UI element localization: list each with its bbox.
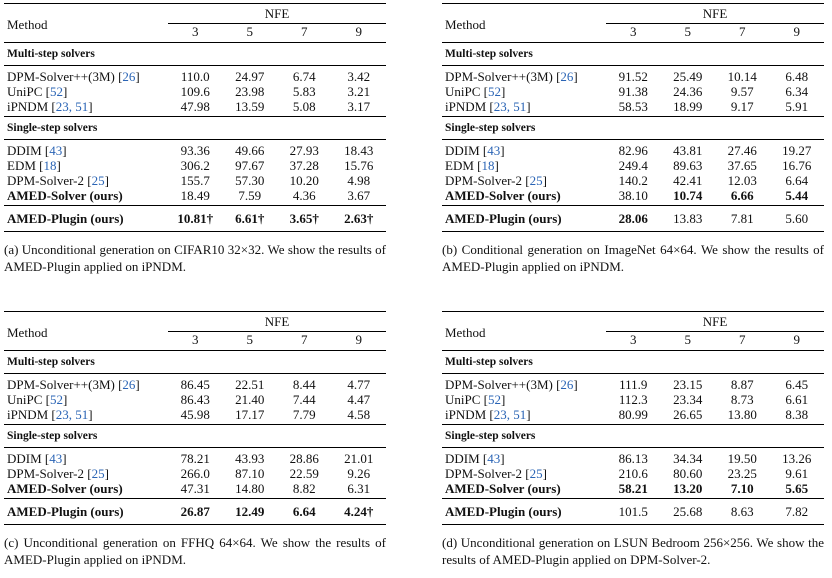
fid-value: 155.7 [180,173,210,188]
table-row [442,392,824,407]
method-header: Method [442,4,606,43]
nfe-column-header: 7 [301,332,308,347]
fid-value: 10.20 [289,173,319,188]
fid-value: 19.50 [715,448,770,467]
citation-link[interactable]: 26 [560,377,574,392]
fid-value: 3.67 [347,188,371,203]
citation-link[interactable]: 26 [122,377,136,392]
fid-value: 266.0 [180,466,210,481]
method-name [442,66,606,85]
plugin-row [442,206,824,232]
fid-value: 24.36 [673,84,703,99]
fid-value: 49.66 [223,140,278,159]
fid-value: 6.61 [785,392,809,407]
fid-value: 58.21 [618,481,648,496]
table-row [442,407,824,425]
method-label: DDIM [ [445,143,488,158]
fid-value: 42.41 [673,173,703,188]
fid-value: 306.2 [180,158,210,173]
fid-value: 110.0 [168,66,223,85]
nfe-column-header: 9 [793,332,800,347]
fid-value: 7.59 [238,188,262,203]
method-label: iPNDM [ [7,407,56,422]
citation-link[interactable]: 23, 51 [55,99,89,114]
fid-value: 15.76 [344,158,374,173]
citation-link[interactable]: 26 [560,69,574,84]
section-title-single-step: Single-step solvers [442,425,824,448]
method-name [4,374,168,393]
method-label: EDM [ [445,158,482,173]
citation-link[interactable]: 52 [487,392,501,407]
fid-value: 18.99 [673,99,703,114]
nfe-column-header: 7 [739,332,746,347]
table-row [442,448,824,467]
fid-value: 25.49 [661,66,716,85]
table-row [442,158,824,173]
fid-value: 7.10 [730,481,754,496]
table-panel-c [4,311,386,568]
fid-value: 3.21 [347,84,371,99]
citation-link[interactable]: 25 [91,466,105,481]
fid-value: 23.25 [727,466,757,481]
method-label: AMED-Solver (ours) [445,481,561,496]
fid-value: 6.74 [277,66,332,85]
citation-link[interactable]: 52 [49,392,63,407]
nfe-column-header: 7 [739,24,746,39]
citation-bracket: ] [500,84,506,99]
fid-value: 34.34 [661,448,716,467]
fid-value: 87.10 [235,466,265,481]
citation-link[interactable]: 43 [49,451,63,466]
results-table [4,311,386,525]
fid-value: 28.86 [277,448,332,467]
fid-value: 109.6 [180,84,210,99]
method-header: Method [4,4,168,43]
fid-value: 4.47 [347,392,371,407]
method-name [4,448,168,467]
fid-value: 97.67 [235,158,265,173]
fid-value: 86.43 [180,392,210,407]
table-row [4,84,386,99]
table-row [442,188,824,206]
citation-link[interactable]: 25 [529,173,543,188]
fid-value: 4.77 [332,374,387,393]
nfe-column-header: 5 [684,332,691,347]
citation-link[interactable]: 25 [91,173,105,188]
section-title-multi-step: Multi-step solvers [4,351,386,374]
fid-value: 8.82 [292,481,316,496]
table-caption: (a) Unconditional generation on CIFAR10 32×32. We show the results of AMED-Plugin applied on iPNDM. [4,242,386,274]
table-row [442,84,824,99]
fid-value: 82.96 [606,140,661,159]
method-name [4,173,168,188]
fid-value: 8.38 [785,407,809,422]
fid-value: 80.99 [618,407,648,422]
method-name: AMED-Plugin (ours) [4,206,168,232]
method-name [442,448,606,467]
fid-value: 47.98 [180,99,210,114]
fid-value: 6.34 [785,84,809,99]
method-label: DDIM [ [7,143,50,158]
citation-bracket: ] [500,392,506,407]
fid-value: 47.31 [180,481,210,496]
fid-value: 7.79 [292,407,316,422]
nfe-column-header: 7 [301,24,308,39]
fid-value: 13.20 [673,481,703,496]
plugin-row [4,499,386,525]
fid-value: 101.5 [606,499,661,525]
fid-value: 4.36 [292,188,316,203]
fid-value: 58.53 [618,99,648,114]
citation-bracket: ] [500,143,505,158]
results-table [4,3,386,232]
fid-value: 93.36 [168,140,223,159]
fid-value: 6.48 [770,66,825,85]
fid-value: 4.58 [347,407,371,422]
table-row [442,66,824,85]
fid-value: 86.13 [606,448,661,467]
fid-value: 5.91 [785,99,809,114]
method-name [442,466,606,481]
method-name [4,158,168,173]
table-row [442,374,824,393]
citation-link[interactable]: 18 [481,158,495,173]
method-label: DPM-Solver-2 [ [445,173,530,188]
fid-value: 8.44 [277,374,332,393]
citation-bracket: ] [135,377,140,392]
method-label: AMED-Solver (ours) [7,188,123,203]
method-label: UniPC [ [445,84,488,99]
table-row [4,99,386,117]
method-name [4,140,168,159]
fid-value: 17.17 [235,407,265,422]
method-label: AMED-Solver (ours) [7,481,123,496]
fid-value: 7.81 [715,206,770,232]
fid-value: 38.10 [618,188,648,203]
method-name: AMED-Plugin (ours) [442,206,606,232]
table-panel-d [442,311,824,568]
fid-value: 3.65† [277,206,332,232]
fid-value: 9.61 [785,466,809,481]
citation-bracket: ] [88,99,93,114]
section-title-multi-step: Multi-step solvers [442,351,824,374]
nfe-column-header: 9 [793,24,800,39]
citation-link[interactable]: 23, 51 [55,407,89,422]
fid-value: 19.27 [770,140,825,159]
method-name [442,481,606,499]
citation-bracket: ] [573,377,578,392]
citation-bracket: ] [542,173,547,188]
fid-value: 23.15 [661,374,716,393]
citation-bracket: ] [62,392,68,407]
citation-link[interactable]: 43 [487,143,501,158]
method-label: UniPC [ [7,392,50,407]
method-label: DPM-Solver++(3M) [ [445,69,561,84]
nfe-column-header: 3 [192,24,199,39]
section-title-single-step: Single-step solvers [4,117,386,140]
table-row [442,99,824,117]
fid-value: 9.26 [347,466,371,481]
citation-bracket: ] [500,451,505,466]
method-name [442,99,606,117]
table-row [4,158,386,173]
citation-bracket: ] [62,84,68,99]
results-table [442,311,824,525]
method-name [4,407,168,425]
fid-value: 5.83 [292,84,316,99]
method-label: DDIM [ [445,451,488,466]
nfe-header: NFE [606,4,824,24]
method-name: AMED-Plugin (ours) [4,499,168,525]
citation-bracket: ] [573,69,578,84]
citation-link[interactable]: 25 [529,466,543,481]
section-title-single-step: Single-step solvers [4,425,386,448]
fid-value: 2.63† [332,206,387,232]
table-caption: (d) Unconditional generation on LSUN Bedroom 256×256. We show the results of AMED-Plugin applied on DPM-Solver-2. [442,535,824,567]
fid-value: 3.17 [347,99,371,114]
nfe-header: NFE [168,4,386,24]
fid-value: 25.68 [661,499,716,525]
method-label: UniPC [ [7,84,50,99]
method-name [442,173,606,188]
table-row [4,140,386,159]
method-name [442,84,606,99]
fid-value: 13.80 [727,407,757,422]
method-name [4,66,168,85]
fid-value: 5.44 [785,188,809,203]
citation-bracket: ] [88,407,93,422]
fid-value: 4.24† [332,499,387,525]
table-row [4,173,386,188]
citation-link[interactable]: 23, 51 [493,407,527,422]
citation-bracket: ] [135,69,140,84]
citation-link[interactable]: 18 [43,158,57,173]
citation-link[interactable]: 43 [487,451,501,466]
method-label: iPNDM [ [445,99,494,114]
method-label: DPM-Solver++(3M) [ [7,69,123,84]
method-name [442,158,606,173]
citation-link[interactable]: 52 [49,84,63,99]
fid-value: 37.28 [289,158,319,173]
fid-value: 27.93 [277,140,332,159]
method-label: DPM-Solver++(3M) [ [445,377,561,392]
fid-value: 12.49 [223,499,278,525]
fid-value: 13.26 [770,448,825,467]
fid-value: 21.40 [235,392,265,407]
nfe-column-header: 3 [192,332,199,347]
nfe-column-header: 5 [246,332,253,347]
table-row [4,188,386,206]
method-label: DDIM [ [7,451,50,466]
table-row [442,140,824,159]
section-title-multi-step: Multi-step solvers [4,43,386,66]
method-name [442,188,606,206]
fid-value: 6.64 [277,499,332,525]
fid-value: 18.43 [332,140,387,159]
plugin-row [442,499,824,525]
table-row [4,407,386,425]
fid-value: 80.60 [673,466,703,481]
fid-value: 7.44 [292,392,316,407]
citation-link[interactable]: 52 [487,84,501,99]
citation-link[interactable]: 23, 51 [493,99,527,114]
table-row [442,466,824,481]
citation-bracket: ] [526,99,531,114]
fid-value: 249.4 [618,158,648,173]
table-row [4,448,386,467]
fid-value: 13.59 [235,99,265,114]
section-title-single-step: Single-step solvers [442,117,824,140]
fid-value: 111.9 [606,374,661,393]
fid-value: 89.63 [673,158,703,173]
method-label: DPM-Solver-2 [ [7,466,92,481]
method-label: DPM-Solver-2 [ [7,173,92,188]
plugin-row [4,206,386,232]
table-row [4,392,386,407]
fid-value: 45.98 [180,407,210,422]
nfe-column-header: 5 [246,24,253,39]
method-header: Method [442,312,606,351]
method-name [4,99,168,117]
method-label: AMED-Solver (ours) [445,188,561,203]
fid-value: 26.65 [673,407,703,422]
fid-value: 22.59 [289,466,319,481]
table-caption: (c) Unconditional generation on FFHQ 64×64. We show the results of AMED-Plugin applied on iPNDM. [4,535,386,567]
method-name [4,188,168,206]
fid-value: 6.64 [785,173,809,188]
fid-value: 91.38 [618,84,648,99]
method-name: AMED-Plugin (ours) [442,499,606,525]
fid-value: 5.60 [770,206,825,232]
fid-value: 8.73 [730,392,754,407]
citation-bracket: ] [542,466,547,481]
section-title-multi-step: Multi-step solvers [442,43,824,66]
fid-value: 12.03 [727,173,757,188]
fid-value: 21.01 [332,448,387,467]
method-name [442,374,606,393]
fid-value: 5.65 [785,481,809,496]
fid-value: 9.57 [730,84,754,99]
citation-bracket: ] [494,158,499,173]
fid-value: 10.74 [673,188,703,203]
fid-value: 10.81† [168,206,223,232]
citation-bracket: ] [56,158,61,173]
table-row [4,481,386,499]
table-panel-b [442,3,824,275]
fid-value: 9.17 [730,99,754,114]
fid-value: 6.61† [223,206,278,232]
table-caption: (b) Conditional generation on ImageNet 64×64. We show the results of AMED-Plugin applied on iPNDM. [442,242,824,274]
fid-value: 27.46 [715,140,770,159]
method-label: EDM [ [7,158,44,173]
fid-value: 7.82 [770,499,825,525]
fid-value: 22.51 [223,374,278,393]
fid-value: 3.42 [332,66,387,85]
table-row [4,466,386,481]
fid-value: 23.98 [235,84,265,99]
method-name [4,481,168,499]
table-row [4,66,386,85]
citation-link[interactable]: 43 [49,143,63,158]
method-label: DPM-Solver++(3M) [ [7,377,123,392]
table-row [4,374,386,393]
fid-value: 140.2 [618,173,648,188]
fid-value: 4.98 [347,173,371,188]
method-label: DPM-Solver-2 [ [445,466,530,481]
method-name [4,392,168,407]
nfe-column-header: 9 [355,332,362,347]
method-name [4,466,168,481]
fid-value: 6.31 [347,481,371,496]
method-label: iPNDM [ [7,99,56,114]
nfe-header: NFE [168,312,386,332]
method-header: Method [4,312,168,351]
fid-value: 43.93 [223,448,278,467]
method-name [442,140,606,159]
fid-value: 6.45 [770,374,825,393]
fid-value: 78.21 [168,448,223,467]
table-row [442,481,824,499]
fid-value: 13.83 [661,206,716,232]
citation-bracket: ] [104,466,109,481]
method-name [442,392,606,407]
fid-value: 28.06 [606,206,661,232]
fid-value: 210.6 [618,466,648,481]
fid-value: 112.3 [618,392,648,407]
citation-bracket: ] [104,173,109,188]
fid-value: 10.14 [715,66,770,85]
fid-value: 57.30 [235,173,265,188]
fid-value: 6.66 [730,188,754,203]
citation-bracket: ] [62,143,67,158]
citation-bracket: ] [526,407,531,422]
citation-link[interactable]: 26 [122,69,136,84]
table-row [442,173,824,188]
nfe-column-header: 5 [684,24,691,39]
fid-value: 24.97 [223,66,278,85]
fid-value: 8.63 [715,499,770,525]
fid-value: 23.34 [673,392,703,407]
fid-value: 8.87 [715,374,770,393]
results-table [442,3,824,232]
method-label: UniPC [ [445,392,488,407]
fid-value: 43.81 [661,140,716,159]
nfe-column-header: 9 [355,24,362,39]
table-panel-a [4,3,386,275]
method-name [442,407,606,425]
fid-value: 86.45 [168,374,223,393]
method-label: iPNDM [ [445,407,494,422]
citation-bracket: ] [62,451,67,466]
nfe-column-header: 3 [630,24,637,39]
fid-value: 37.65 [727,158,757,173]
fid-value: 14.80 [235,481,265,496]
nfe-column-header: 3 [630,332,637,347]
method-name [4,84,168,99]
fid-value: 91.52 [606,66,661,85]
fid-value: 26.87 [168,499,223,525]
fid-value: 5.08 [292,99,316,114]
fid-value: 16.76 [782,158,812,173]
nfe-header: NFE [606,312,824,332]
fid-value: 18.49 [180,188,210,203]
